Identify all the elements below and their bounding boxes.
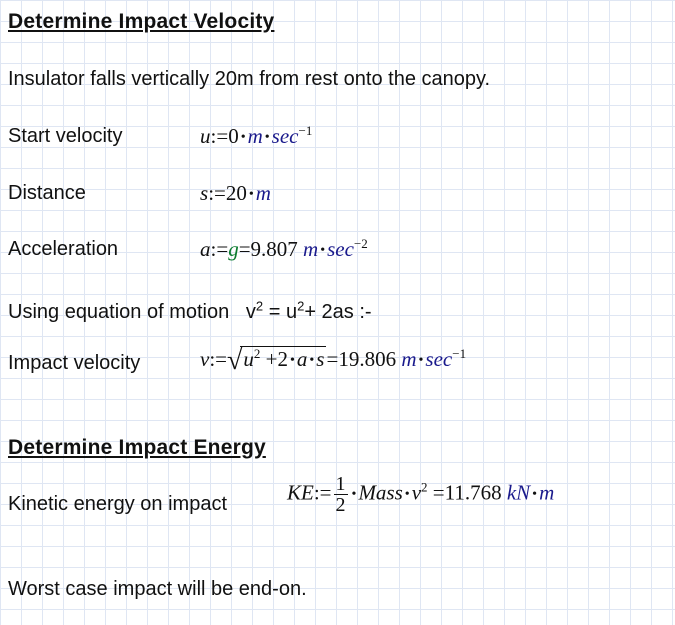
acceleration-expression[interactable] bbox=[200, 237, 368, 262]
mult-dot: • bbox=[532, 486, 538, 502]
plus-two: +2 bbox=[265, 347, 288, 371]
var-mass: Mass bbox=[358, 480, 403, 505]
exponent: −2 bbox=[353, 236, 368, 251]
heading-impact-velocity: Determine Impact Velocity bbox=[8, 10, 275, 33]
unit-sec: sec bbox=[425, 347, 453, 371]
result: 9.807 bbox=[250, 237, 298, 261]
mult-dot: • bbox=[309, 353, 315, 369]
eq-v-squared: 2 bbox=[255, 298, 264, 314]
assign-op: := bbox=[208, 181, 226, 205]
impact-velocity-expression[interactable] bbox=[200, 345, 466, 377]
mult-dot: • bbox=[289, 353, 295, 369]
unit-m: m bbox=[247, 124, 263, 148]
start-velocity-label: Start velocity bbox=[8, 125, 123, 147]
unit-kn: kN bbox=[506, 480, 531, 505]
start-velocity-expression[interactable] bbox=[200, 124, 312, 149]
radicand bbox=[240, 346, 326, 372]
distance-label: Distance bbox=[8, 182, 86, 204]
var-u: u bbox=[200, 124, 211, 148]
var-v: v bbox=[411, 480, 422, 505]
fraction-half bbox=[334, 474, 348, 515]
denominator: 2 bbox=[335, 494, 346, 516]
var-a: a bbox=[296, 347, 308, 371]
eq-u: = u bbox=[263, 301, 298, 323]
radical-sign: √ bbox=[227, 345, 243, 376]
exponent: −1 bbox=[452, 346, 467, 361]
kinetic-energy-expression[interactable] bbox=[287, 474, 554, 515]
unit-m: m bbox=[539, 480, 555, 505]
impact-velocity-label: Impact velocity bbox=[8, 352, 141, 374]
intro-text: Insulator falls vertically 20m from rest onto the canopy. bbox=[8, 68, 491, 90]
mult-dot: • bbox=[351, 486, 357, 502]
unit-sec: sec bbox=[271, 124, 299, 148]
mult-dot: • bbox=[404, 486, 410, 502]
unit-sec: sec bbox=[327, 237, 354, 261]
value: 20 bbox=[225, 181, 247, 205]
mult-dot: • bbox=[248, 187, 254, 203]
equals: = bbox=[326, 347, 339, 371]
unit-m: m bbox=[401, 347, 417, 371]
result: 11.768 bbox=[444, 480, 502, 505]
eq-v: v bbox=[245, 301, 256, 323]
assign-op: := bbox=[209, 347, 228, 371]
exponent: −1 bbox=[298, 123, 313, 138]
equals: = bbox=[238, 237, 251, 261]
var-u: u bbox=[243, 347, 254, 371]
mult-dot: • bbox=[418, 353, 424, 369]
mult-dot: • bbox=[240, 130, 246, 146]
eq-u-squared: 2 bbox=[297, 298, 305, 314]
equation-text: Using equation of motion bbox=[8, 301, 230, 323]
mult-dot: • bbox=[320, 243, 326, 259]
unit-m: m bbox=[255, 181, 271, 205]
exponent: 2 bbox=[253, 346, 261, 361]
value: 0 bbox=[228, 124, 239, 148]
assign-op: := bbox=[313, 480, 332, 505]
square-root bbox=[227, 345, 326, 377]
numerator: 1 bbox=[335, 473, 346, 495]
var-s: s bbox=[200, 181, 209, 205]
eq-rest: + 2as :- bbox=[304, 301, 372, 323]
var-s: s bbox=[316, 347, 325, 371]
unit-m: m bbox=[303, 237, 319, 261]
equation-of-motion-line bbox=[8, 298, 372, 324]
distance-expression[interactable] bbox=[200, 181, 271, 206]
conclusion-text: Worst case impact will be end-on. bbox=[8, 578, 307, 600]
assign-op: := bbox=[210, 124, 229, 148]
exponent: 2 bbox=[421, 479, 428, 495]
mult-dot: • bbox=[264, 130, 270, 146]
heading-impact-energy: Determine Impact Energy bbox=[8, 436, 266, 459]
equals: = bbox=[432, 480, 445, 505]
assign-op: := bbox=[210, 237, 229, 261]
var-v: v bbox=[200, 347, 210, 371]
acceleration-label: Acceleration bbox=[8, 238, 119, 260]
kinetic-energy-label: Kinetic energy on impact bbox=[8, 493, 228, 515]
var-a: a bbox=[200, 237, 211, 261]
var-g: g bbox=[228, 237, 239, 261]
result: 19.806 bbox=[338, 347, 397, 371]
var-ke: KE bbox=[287, 480, 314, 505]
